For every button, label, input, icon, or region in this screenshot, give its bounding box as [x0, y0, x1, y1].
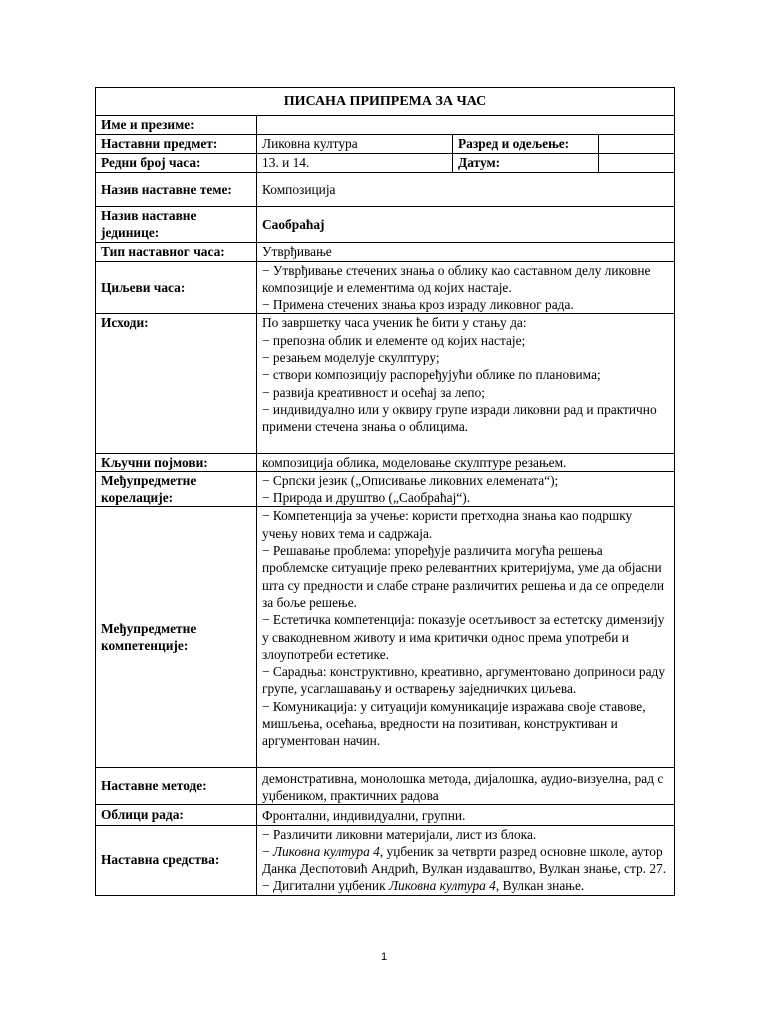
page-title: ПИСАНА ПРИПРЕМА ЗА ЧАС	[96, 88, 675, 116]
methods-value: демонстративна, монолошка метода, дијалошка, аудио-визуелна, рад с уџбеником, практичних радова	[257, 767, 675, 805]
lesson-number-row	[96, 154, 675, 173]
lesson-number-value: 13. и 14.	[257, 154, 453, 173]
goals-row	[96, 261, 675, 314]
means-label: Наставна средства:	[96, 825, 257, 895]
lesson-number-label: Редни број часа:	[96, 154, 257, 173]
outcome-item: − развија креативност и осећај за лепо;	[262, 384, 485, 400]
correlation-row	[96, 471, 675, 507]
date-label: Датум:	[453, 154, 599, 173]
forms-value: Фронтални, индивидуални, групни.	[257, 805, 675, 825]
outcome-intro: По завршетку часа ученик ће бити у стању да:	[262, 315, 527, 331]
forms-label: Облици рада:	[96, 805, 257, 825]
textbook-title: Ликовна култура 4	[388, 878, 496, 894]
competences-value	[257, 507, 675, 767]
goals-label: Циљеви часа:	[96, 261, 257, 314]
subject-value: Ликовна култура	[257, 135, 453, 154]
keywords-row	[96, 453, 675, 471]
means-value	[257, 825, 675, 895]
competence-item: − Компетенција за учење: користи претходна знања као подршку учењу нових тема и садржаја.	[262, 508, 633, 541]
unit-value: Саобраћај	[257, 207, 675, 243]
topic-label: Назив наставне теме:	[96, 173, 257, 207]
grade-value	[599, 135, 675, 154]
competence-item: − Естетичка компетенција: показује осетљивост за естетску димензију у свакодневном животу и има критички однос према употреби и злоупотреби естетике.	[262, 612, 665, 662]
subject-row	[96, 135, 675, 154]
goals-value	[257, 261, 675, 314]
competence-item: − Комуникација: у ситуацији комуникације изражава своје ставове, мишљења, осећања, вредности на позитиван, конструктиван и аргументован начин.	[262, 698, 646, 749]
outcomes-value	[257, 314, 675, 453]
title-row	[96, 88, 675, 116]
subject-label: Наставни предмет:	[96, 135, 257, 154]
lesson-plan	[95, 87, 674, 896]
grade-label: Разред и одељење:	[453, 135, 599, 154]
outcomes-label: Исходи:	[96, 314, 257, 453]
competences-label: Међупредметне компетенције:	[96, 507, 257, 767]
keywords-value: композиција облика, моделовање скулптуре резањем.	[257, 453, 675, 471]
means-item	[262, 877, 669, 894]
forms-row	[96, 805, 675, 825]
competences-row	[96, 507, 675, 767]
outcome-item: − индивидуално или у оквиру групе изради ликовни рад и практично примени стечена знања о облицима.	[262, 401, 657, 435]
means-item-text: , уџбеник за четврти разред основне школе, аутор Данка Деспотовић Андрић, Вулкан издаваштво, Вулкан знање, стр. 27.	[262, 843, 667, 877]
lesson-plan-table	[95, 87, 675, 896]
page-number: 1	[380, 951, 388, 963]
topic-value: Композиција	[257, 173, 675, 207]
type-label: Тип наставног часа:	[96, 242, 257, 261]
means-item	[262, 843, 669, 878]
competence-item: − Решавање проблема: упоређује различита могућа решења проблемске ситуације преко релевантних критеријума, уме да објасни шта су предности и слабе стране различитих решења и да се определи за боље решење.	[262, 543, 664, 610]
methods-label: Наставне методе:	[96, 767, 257, 805]
outcome-item: − препозна облик и елементе од којих настаје;	[262, 332, 526, 348]
name-row	[96, 116, 675, 135]
keywords-label: Кључни појмови:	[96, 453, 257, 471]
unit-label: Назив наставне јединице:	[96, 207, 257, 243]
type-value: Утврђивање	[257, 242, 675, 261]
correlation-item: − Српски језик („Описивање ликовних елемената“);	[262, 472, 559, 488]
means-item: − Различити ликовни материјали, лист из блока.	[262, 826, 537, 842]
outcomes-row	[96, 314, 675, 453]
competence-item: − Сарадња: конструктивно, креативно, аргументовано доприноси раду групе, усаглашавању и остварењу заједничких циљева.	[262, 664, 666, 697]
means-item-text: , Вулкан знање.	[495, 878, 585, 894]
textbook-title: Ликовна култура 4	[272, 843, 380, 859]
means-row	[96, 825, 675, 895]
outcome-item: − резањем моделује скулптуру;	[262, 350, 440, 366]
unit-row	[96, 207, 675, 243]
methods-row	[96, 767, 675, 805]
type-row	[96, 242, 675, 261]
topic-row	[96, 173, 675, 207]
date-value	[599, 154, 675, 173]
goal-item: − Утврђивање стечених знања о облику као саставном делу ликовне композиције и елементима од којих настаје.	[262, 262, 651, 295]
correlation-value	[257, 471, 675, 507]
correlation-label: Међупредметне корелације:	[96, 471, 257, 507]
outcome-item: − створи композицију распоређујући облике по плановима;	[262, 367, 601, 383]
means-item-prefix: −	[262, 843, 273, 859]
correlation-item: − Природа и друштво („Саобраћај“).	[262, 490, 471, 506]
goal-item: − Примена стечених знања кроз израду ликовног рада.	[262, 297, 574, 313]
name-label: Име и презиме:	[96, 116, 257, 135]
means-item-prefix: − Дигитални уџбеник	[262, 878, 389, 894]
name-value	[257, 116, 675, 135]
